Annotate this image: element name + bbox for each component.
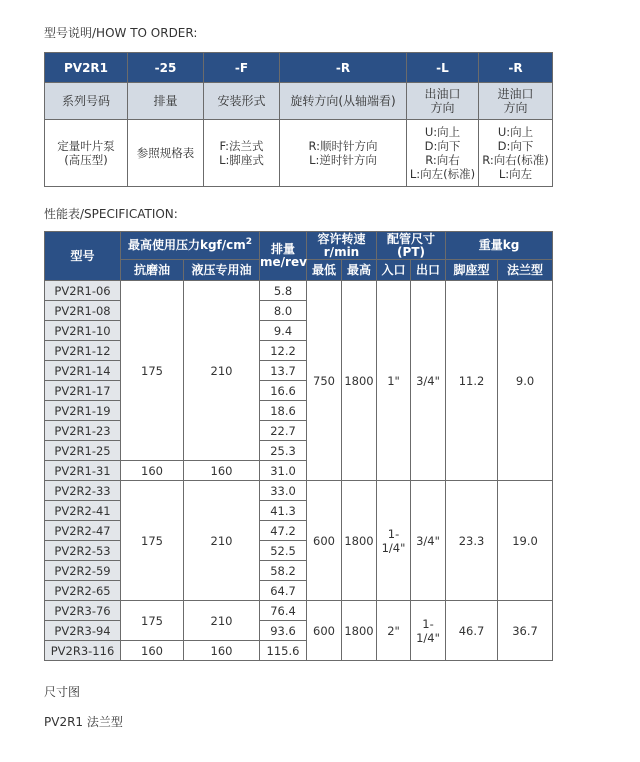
weight-foot-cell: 46.7 [446, 601, 498, 661]
weight-flange-cell: 19.0 [498, 481, 553, 601]
pressure-hydraulic-cell: 160 [184, 461, 260, 481]
order-label-row [45, 83, 553, 120]
speed-max-cell: 1800 [342, 601, 377, 661]
order-heading: 型号说明/HOW TO ORDER: [44, 26, 198, 40]
displacement-cell: 41.3 [260, 501, 307, 521]
order-label-3: 旋转方向(从轴端看) [280, 83, 407, 120]
pressure-oil-cell: 175 [121, 281, 184, 461]
header-displacement: 排量 me/rev [260, 232, 307, 281]
order-detail-1: 参照规格表 [128, 120, 204, 187]
order-code-1: -25 [128, 53, 204, 83]
inlet-cell: 1- 1/4" [377, 481, 411, 601]
order-detail-row [45, 120, 553, 187]
header-weight-flange: 法兰型 [498, 260, 553, 281]
speed-min-cell: 600 [307, 601, 342, 661]
displacement-cell: 76.4 [260, 601, 307, 621]
displacement-cell: 12.2 [260, 341, 307, 361]
model-cell: PV2R2-47 [45, 521, 121, 541]
displacement-cell: 5.8 [260, 281, 307, 301]
displacement-cell: 16.6 [260, 381, 307, 401]
displacement-cell: 9.4 [260, 321, 307, 341]
table-row [45, 281, 553, 301]
order-label-1: 排量 [128, 83, 204, 120]
model-cell: PV2R1-19 [45, 401, 121, 421]
spec-table [44, 231, 553, 661]
weight-foot-cell: 23.3 [446, 481, 498, 601]
spec-body [45, 281, 553, 661]
pressure-hydraulic-cell: 160 [184, 641, 260, 661]
spec-heading: 性能表/SPECIFICATION: [44, 207, 178, 221]
order-code-row [45, 53, 553, 83]
speed-max-cell: 1800 [342, 481, 377, 601]
displacement-cell: 8.0 [260, 301, 307, 321]
model-cell: PV2R3-116 [45, 641, 121, 661]
displacement-cell: 47.2 [260, 521, 307, 541]
inlet-cell: 2" [377, 601, 411, 661]
order-code-5: -R [479, 53, 553, 83]
header-model: 型号 [45, 232, 121, 281]
displacement-cell: 52.5 [260, 541, 307, 561]
model-cell: PV2R1-31 [45, 461, 121, 481]
displacement-cell: 18.6 [260, 401, 307, 421]
order-detail-3: R:顺时针方向 L:逆时针方向 [280, 120, 407, 187]
order-code-4: -L [407, 53, 479, 83]
header-speed-min: 最低 [307, 260, 342, 281]
order-code-2: -F [204, 53, 280, 83]
displacement-cell: 93.6 [260, 621, 307, 641]
model-cell: PV2R3-76 [45, 601, 121, 621]
weight-flange-cell: 9.0 [498, 281, 553, 481]
order-detail-2: F:法兰式 L:脚座式 [204, 120, 280, 187]
model-cell: PV2R3-94 [45, 621, 121, 641]
dimension-subheading: PV2R1 法兰型 [44, 715, 123, 729]
speed-min-cell: 750 [307, 281, 342, 481]
order-label-5: 进油口 方向 [479, 83, 553, 120]
model-cell: PV2R2-53 [45, 541, 121, 561]
header-pressure-hydraulic: 液压专用油 [184, 260, 260, 281]
inlet-cell: 1" [377, 281, 411, 481]
pressure-oil-cell: 160 [121, 641, 184, 661]
displacement-cell: 22.7 [260, 421, 307, 441]
order-detail-5: U:向上 D:向下 R:向右(标准) L:向左 [479, 120, 553, 187]
model-cell: PV2R1-17 [45, 381, 121, 401]
model-cell: PV2R1-23 [45, 421, 121, 441]
displacement-cell: 115.6 [260, 641, 307, 661]
model-cell: PV2R1-10 [45, 321, 121, 341]
pressure-hydraulic-cell: 210 [184, 601, 260, 641]
pressure-hydraulic-cell: 210 [184, 481, 260, 601]
pressure-oil-cell: 160 [121, 461, 184, 481]
model-cell: PV2R2-41 [45, 501, 121, 521]
displacement-cell: 31.0 [260, 461, 307, 481]
model-cell: PV2R2-59 [45, 561, 121, 581]
outlet-cell: 3/4" [411, 481, 446, 601]
model-cell: PV2R1-08 [45, 301, 121, 321]
order-table [44, 52, 553, 187]
order-label-2: 安装形式 [204, 83, 280, 120]
model-cell: PV2R1-12 [45, 341, 121, 361]
order-detail-4: U:向上 D:向下 R:向右 L:向左(标准) [407, 120, 479, 187]
model-cell: PV2R1-06 [45, 281, 121, 301]
weight-foot-cell: 11.2 [446, 281, 498, 481]
displacement-cell: 58.2 [260, 561, 307, 581]
header-inlet: 入口 [377, 260, 411, 281]
order-detail-0: 定量叶片泵 (高压型) [45, 120, 128, 187]
outlet-cell: 1- 1/4" [411, 601, 446, 661]
header-pressure: 最高使用压力kgf/$cm^2$ [121, 232, 260, 260]
order-code-0: PV2R1 [45, 53, 128, 83]
table-row [45, 481, 553, 501]
order-label-4: 出油口 方向 [407, 83, 479, 120]
header-weight-foot: 脚座型 [446, 260, 498, 281]
order-label-0: 系列号码 [45, 83, 128, 120]
speed-max-cell: 1800 [342, 281, 377, 481]
header-speed-max: 最高 [342, 260, 377, 281]
header-pressure-oil: 抗磨油 [121, 260, 184, 281]
model-cell: PV2R2-33 [45, 481, 121, 501]
outlet-cell: 3/4" [411, 281, 446, 481]
model-cell: PV2R2-65 [45, 581, 121, 601]
dimension-heading: 尺寸图 [44, 685, 81, 699]
displacement-cell: 13.7 [260, 361, 307, 381]
pressure-oil-cell: 175 [121, 481, 184, 601]
header-speed: 容许转速 r/min [307, 232, 377, 260]
weight-flange-cell: 36.7 [498, 601, 553, 661]
pressure-oil-cell: 175 [121, 601, 184, 641]
displacement-cell: 33.0 [260, 481, 307, 501]
displacement-cell: 64.7 [260, 581, 307, 601]
pressure-hydraulic-cell: 210 [184, 281, 260, 461]
speed-min-cell: 600 [307, 481, 342, 601]
header-weight: 重量kg [446, 232, 553, 260]
header-pipe: 配管尺寸 (PT) [377, 232, 446, 260]
model-cell: PV2R1-25 [45, 441, 121, 461]
header-outlet: 出口 [411, 260, 446, 281]
displacement-cell: 25.3 [260, 441, 307, 461]
model-cell: PV2R1-14 [45, 361, 121, 381]
table-row [45, 601, 553, 621]
order-code-3: -R [280, 53, 407, 83]
